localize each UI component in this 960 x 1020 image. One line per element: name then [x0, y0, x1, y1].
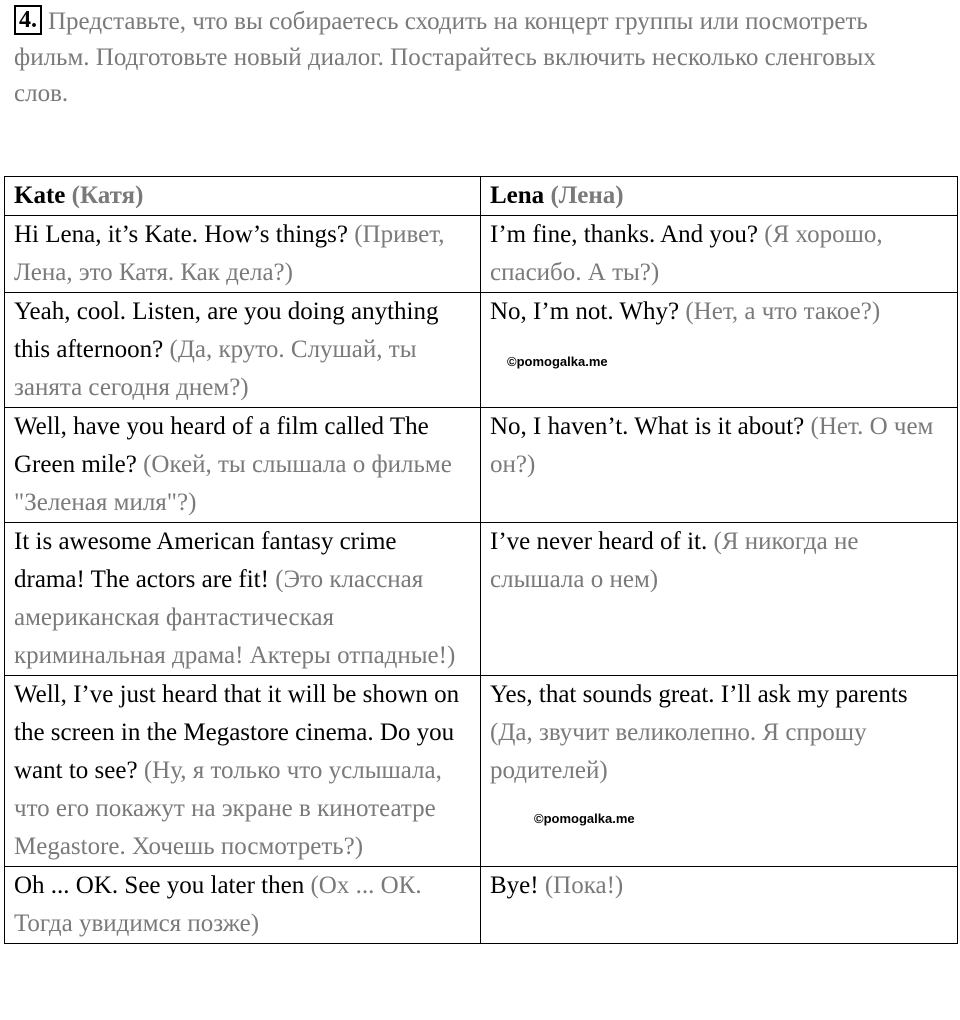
lena-line: Yes, that sounds great. I’ll ask my parents (Да, звучит великолепно. Я спрошу родителей) ©pomogalka.me [481, 676, 958, 867]
lena-line: No, I’m not. Why? (Нет, а что такое?) ©pomogalka.me [481, 293, 958, 408]
table-row [5, 867, 958, 944]
task-instruction [14, 4, 914, 112]
table-row [5, 408, 958, 523]
table-row [5, 293, 958, 408]
watermark: ©pomogalka.me [507, 354, 608, 369]
header-lena: Lena (Лена) [481, 177, 958, 216]
table-row [5, 523, 958, 676]
task-text: Представьте, что вы собираетесь сходить на концерт группы или посмотреть фильм. Подготовьте новый диалог. Постарайтесь включить несколько сленговых слов. [14, 8, 876, 107]
kate-line: Oh ... OK. See you later then (Ох ... ОК. Тогда увидимся позже) [5, 867, 481, 944]
lena-line: No, I haven’t. What is it about? (Нет. О чем он?) [481, 408, 958, 523]
kate-line: Well, I’ve just heard that it will be shown on the screen in the Megastore cinema. Do you want to see? (Ну, я только что услышала, что его покажут на экране в кинотеатре Megastore. Хочешь посмотреть?) [5, 676, 481, 867]
kate-line: Well, have you heard of a film called The Green mile? (Окей, ты слышала о фильме "Зеленая миля"?) [5, 408, 481, 523]
lena-line: I’ve never heard of it. (Я никогда не слышала о нем) [481, 523, 958, 676]
dialog-table [4, 176, 958, 944]
header-kate: Kate (Катя) [5, 177, 481, 216]
watermark: ©pomogalka.me [534, 811, 635, 826]
table-row [5, 216, 958, 293]
kate-line: It is awesome American fantasy crime drama! The actors are fit! (Это классная американская фантастическая криминальная драма! Актеры отпадные!) [5, 523, 481, 676]
task-number: 4. [14, 5, 42, 35]
lena-line: I’m fine, thanks. And you? (Я хорошо, спасибо. А ты?) [481, 216, 958, 293]
kate-line: Hi Lena, it’s Kate. How’s things? (Привет, Лена, это Катя. Как дела?) [5, 216, 481, 293]
table-row [5, 676, 958, 867]
lena-line: Bye! (Пока!) [481, 867, 958, 944]
table-header-row [5, 177, 958, 216]
kate-line: Yeah, cool. Listen, are you doing anything this afternoon? (Да, круто. Слушай, ты занята сегодня днем?) [5, 293, 481, 408]
